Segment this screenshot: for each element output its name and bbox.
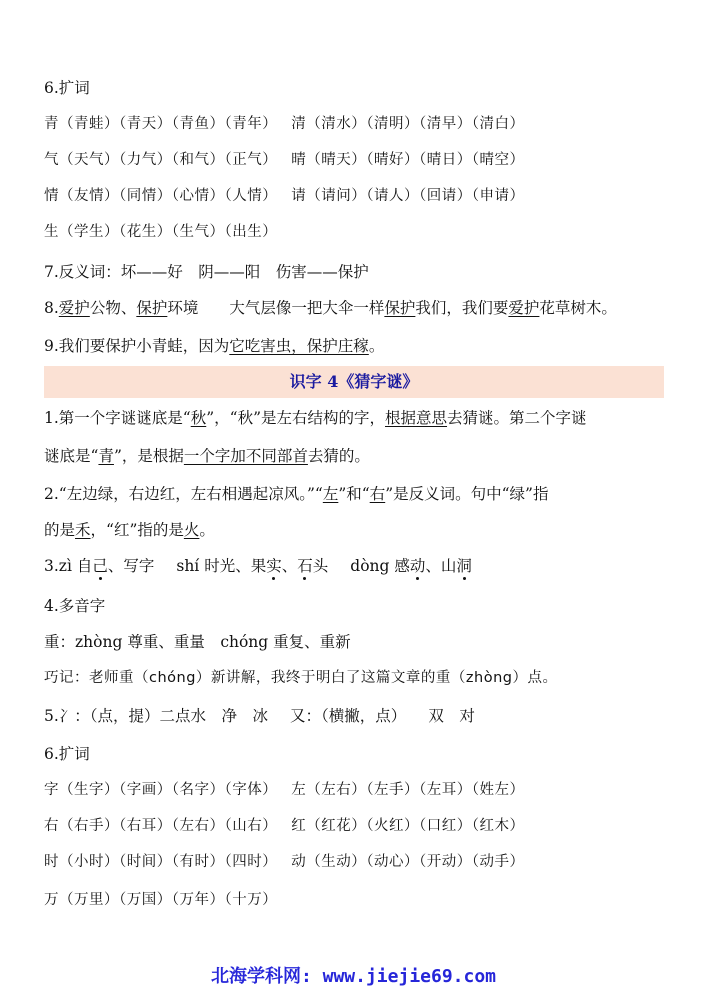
sentence-8: 8.爱护公物、保护环境 大气层像一把大伞一样保护我们，我们要爱护花草树木。: [44, 299, 617, 317]
word-group: 清（清水）（清明）（清早）（清白）: [291, 116, 525, 132]
riddle-line-2: 谜底是“青”，是根据一个字加不同部首去猜的。: [44, 447, 370, 465]
word-row: [44, 186, 664, 206]
word-row: [44, 150, 664, 170]
word-group: 动（生动）（动心）（开动）（动手）: [291, 854, 525, 870]
word-group: 左（左右）（左手）（左耳）（姓左）: [291, 782, 525, 798]
word-group: 时（小时）（时间）（有时）（四时）: [44, 854, 278, 870]
lesson-title: 识字 4《猜字谜》: [289, 372, 419, 391]
riddle2-line-1: 2.“左边绿，右边红，左右相遇起凉风。”“左”和“右”是反义词。句中“绿”指: [44, 485, 549, 503]
word-group: 青（青蛙）（青天）（青鱼）（青年）: [44, 116, 278, 132]
antonyms-line: 7.反义词：坏——好 阴——阳 伤害——保护: [44, 263, 369, 281]
word-row: [44, 816, 664, 836]
mnemonic-line: 巧记：老师重（chóng）新讲解，我终于明白了这篇文章的重（zhòng）点。: [44, 670, 558, 686]
radical-line: 5.冫：（点，提）二点水 净 冰 又：（横撇，点） 双 对: [44, 707, 475, 725]
word-group: 字（生字）（字画）（名字）（字体）: [44, 782, 278, 798]
word-group: 请（请问）（请人）（回请）（申请）: [291, 188, 525, 204]
word-row: [44, 780, 664, 800]
word-group: 晴（晴天）（晴好）（晴日）（晴空）: [291, 152, 525, 168]
pinyin-line: 3.zì 自己、写字 shí 时光、果实、石头 dòng 感动、山洞: [44, 557, 472, 575]
riddle2-line-2: 的是禾，“红”指的是火。: [44, 521, 215, 539]
sentence-9: 9.我们要保护小青蛙，因为它吃害虫，保护庄稼。: [44, 337, 385, 355]
word-group: 红（红花）（火红）（口红）（红木）: [291, 818, 525, 834]
heading-polyphone: 4.多音字: [44, 597, 106, 615]
word-group: 气（天气）（力气）（和气）（正气）: [44, 152, 278, 168]
riddle-line-1: 1.第一个字谜谜底是“秋”，“秋”是左右结构的字，根据意思去猜谜。第二个字谜: [44, 409, 587, 427]
word-group: 万（万里）（万国）（万年）（十万）: [44, 892, 278, 908]
word-row: [44, 222, 664, 242]
word-row: [44, 890, 664, 910]
word-group: 生（学生）（花生）（生气）（出生）: [44, 224, 278, 240]
heading-expand-words-2: 6.扩词: [44, 745, 90, 763]
word-row: [44, 852, 664, 872]
footer-site-link[interactable]: 北海学科网: www.jiejie69.com: [210, 966, 497, 987]
heading-expand-words-1: 6.扩词: [44, 79, 90, 97]
word-group: 情（友情）（同情）（心情）（人情）: [44, 188, 278, 204]
word-row: [44, 114, 664, 134]
word-group: 右（右手）（右耳）（左右）（山右）: [44, 818, 278, 834]
lesson-title-band: [44, 366, 664, 398]
polyphone-line: 重：zhòng 尊重、重量 chóng 重复、重新: [44, 633, 351, 651]
